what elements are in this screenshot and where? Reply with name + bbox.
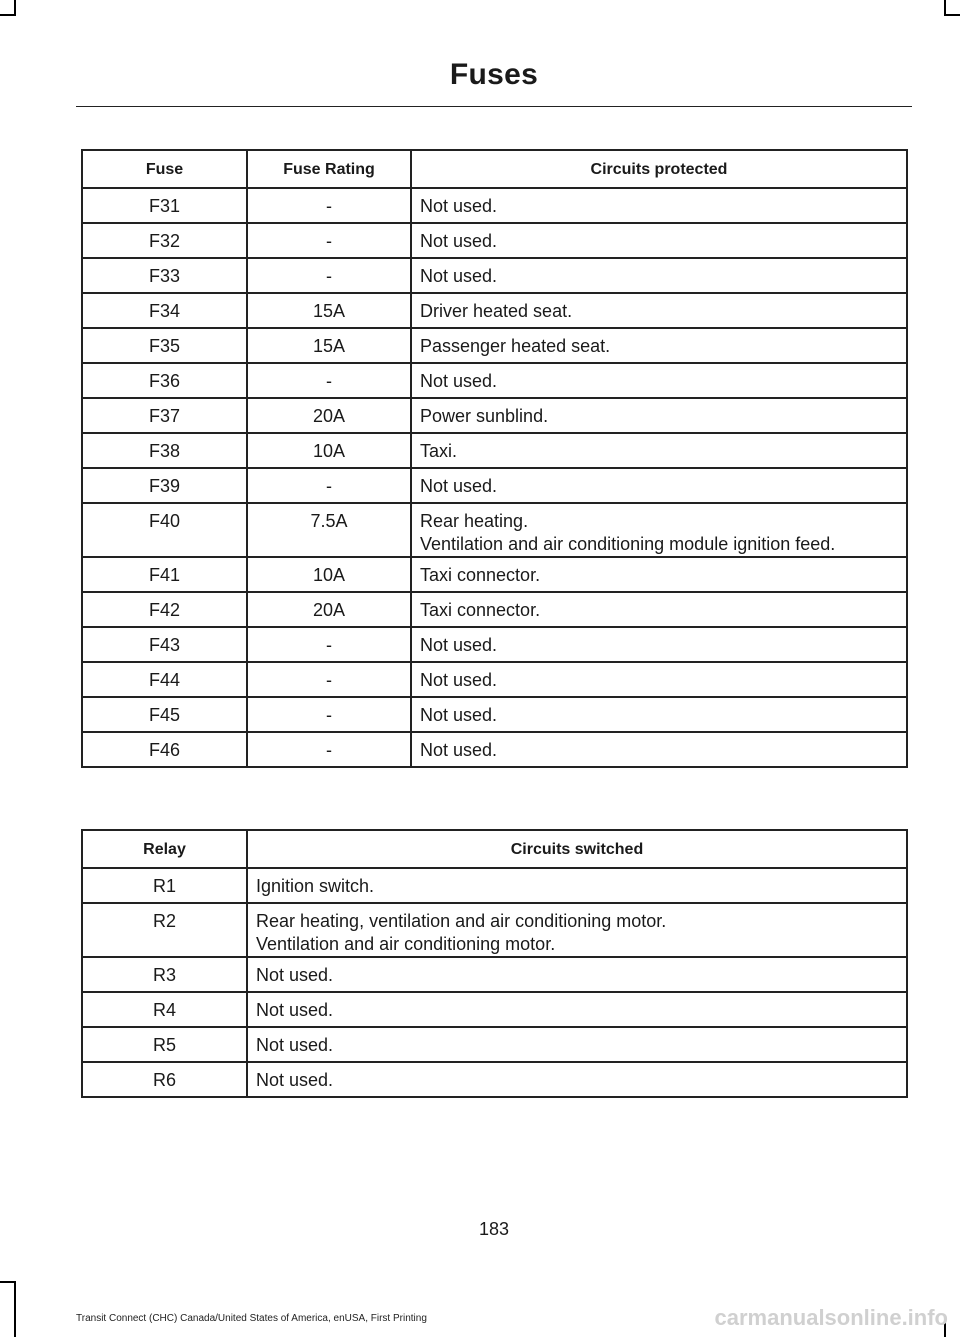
cell-id: R4 bbox=[82, 992, 247, 1027]
relay-table bbox=[81, 829, 908, 1098]
cell-description bbox=[247, 992, 907, 1027]
table-row bbox=[82, 293, 907, 328]
cell-id: F34 bbox=[82, 293, 247, 328]
cell-id: F46 bbox=[82, 732, 247, 767]
cell-rating: - bbox=[247, 468, 411, 503]
cell-id: F37 bbox=[82, 398, 247, 433]
table-row bbox=[82, 503, 907, 557]
cell-description bbox=[247, 957, 907, 992]
cell-rating: - bbox=[247, 627, 411, 662]
column-header-circuits-protected: Circuits protected bbox=[411, 150, 907, 188]
cell-rating: - bbox=[247, 258, 411, 293]
cell-id: R2 bbox=[82, 903, 247, 957]
description-line: Not used. bbox=[420, 670, 498, 690]
description-line: Not used. bbox=[256, 1070, 334, 1090]
cell-rating: - bbox=[247, 662, 411, 697]
table-row bbox=[82, 557, 907, 592]
table-row bbox=[82, 697, 907, 732]
description-line: Not used. bbox=[420, 740, 498, 760]
cell-description bbox=[411, 662, 907, 697]
cell-id: R3 bbox=[82, 957, 247, 992]
cell-id: F31 bbox=[82, 188, 247, 223]
description-line: Rear heating. bbox=[420, 511, 529, 531]
cell-description bbox=[411, 223, 907, 258]
table-row bbox=[82, 662, 907, 697]
table-row bbox=[82, 957, 907, 992]
description-line: Not used. bbox=[256, 965, 334, 985]
column-header-circuits-switched: Circuits switched bbox=[247, 830, 907, 868]
description-line: Not used. bbox=[420, 196, 498, 216]
fuse-table-body bbox=[82, 188, 907, 767]
cell-id: F39 bbox=[82, 468, 247, 503]
cell-rating: 20A bbox=[247, 592, 411, 627]
cell-rating: - bbox=[247, 363, 411, 398]
description-line: Not used. bbox=[256, 1035, 334, 1055]
cell-id: F41 bbox=[82, 557, 247, 592]
cell-id: F36 bbox=[82, 363, 247, 398]
cell-id: F40 bbox=[82, 503, 247, 557]
cell-description bbox=[411, 468, 907, 503]
cell-id: F42 bbox=[82, 592, 247, 627]
cell-rating: - bbox=[247, 697, 411, 732]
description-line: Driver heated seat. bbox=[420, 301, 573, 321]
table-row bbox=[82, 398, 907, 433]
description-line: Ignition switch. bbox=[256, 876, 375, 896]
table-row bbox=[82, 363, 907, 398]
cell-description bbox=[411, 188, 907, 223]
cell-description bbox=[411, 627, 907, 662]
cell-description bbox=[411, 328, 907, 363]
column-header-fuse: Fuse bbox=[82, 150, 247, 188]
cell-id: R1 bbox=[82, 868, 247, 903]
description-line: Not used. bbox=[256, 1000, 334, 1020]
table-row bbox=[82, 328, 907, 363]
cell-rating: 10A bbox=[247, 557, 411, 592]
description-line: Not used. bbox=[420, 635, 498, 655]
column-header-fuse-rating: Fuse Rating bbox=[247, 150, 411, 188]
cell-id: F43 bbox=[82, 627, 247, 662]
table-row bbox=[82, 992, 907, 1027]
cell-rating: - bbox=[247, 732, 411, 767]
cell-id: R5 bbox=[82, 1027, 247, 1062]
cell-rating: 10A bbox=[247, 433, 411, 468]
cell-id: F35 bbox=[82, 328, 247, 363]
cell-rating: - bbox=[247, 188, 411, 223]
description-line: Not used. bbox=[420, 231, 498, 251]
cell-description bbox=[247, 1062, 907, 1097]
cell-id: R6 bbox=[82, 1062, 247, 1097]
watermark: carmanualsonline.info bbox=[714, 1305, 948, 1330]
description-line: Ventilation and air conditioning motor. bbox=[256, 934, 556, 954]
cell-description bbox=[411, 258, 907, 293]
table-row bbox=[82, 468, 907, 503]
crop-mark bbox=[0, 1281, 16, 1283]
cell-id: F45 bbox=[82, 697, 247, 732]
page-number: 183 bbox=[478, 1219, 510, 1239]
description-line: Passenger heated seat. bbox=[420, 336, 611, 356]
table-header-row bbox=[82, 830, 907, 868]
cell-id: F38 bbox=[82, 433, 247, 468]
crop-mark bbox=[0, 14, 16, 16]
cell-description bbox=[411, 592, 907, 627]
description-line: Not used. bbox=[420, 705, 498, 725]
table-row bbox=[82, 592, 907, 627]
description-line: Taxi connector. bbox=[420, 565, 541, 585]
cell-description bbox=[247, 1027, 907, 1062]
cell-id: F44 bbox=[82, 662, 247, 697]
table-row bbox=[82, 903, 907, 957]
table-row bbox=[82, 433, 907, 468]
cell-rating: 7.5A bbox=[247, 503, 411, 557]
cell-rating: 15A bbox=[247, 328, 411, 363]
table-row bbox=[82, 223, 907, 258]
page-title: Fuses bbox=[449, 58, 539, 91]
description-line: Power sunblind. bbox=[420, 406, 549, 426]
table-row bbox=[82, 1027, 907, 1062]
cell-rating: 20A bbox=[247, 398, 411, 433]
description-line: Not used. bbox=[420, 371, 498, 391]
cell-description bbox=[411, 433, 907, 468]
cell-description bbox=[411, 557, 907, 592]
crop-mark bbox=[14, 1281, 16, 1337]
description-line: Rear heating, ventilation and air conditioning motor. bbox=[256, 911, 667, 931]
description-line: Taxi. bbox=[420, 441, 458, 461]
description-line: Not used. bbox=[420, 266, 498, 286]
table-row bbox=[82, 188, 907, 223]
description-line: Taxi connector. bbox=[420, 600, 541, 620]
table-row bbox=[82, 627, 907, 662]
cell-description bbox=[411, 732, 907, 767]
table-header-row bbox=[82, 150, 907, 188]
fuse-table bbox=[81, 149, 908, 768]
cell-id: F32 bbox=[82, 223, 247, 258]
table-row bbox=[82, 1062, 907, 1097]
cell-description bbox=[247, 903, 907, 957]
relay-table-body bbox=[82, 868, 907, 1097]
table-row bbox=[82, 258, 907, 293]
cell-description bbox=[411, 398, 907, 433]
cell-rating: - bbox=[247, 223, 411, 258]
title-divider bbox=[76, 106, 912, 107]
cell-rating: 15A bbox=[247, 293, 411, 328]
table-row bbox=[82, 868, 907, 903]
table-row bbox=[82, 732, 907, 767]
cell-id: F33 bbox=[82, 258, 247, 293]
cell-description bbox=[411, 697, 907, 732]
cell-description bbox=[411, 363, 907, 398]
document-info: Transit Connect (CHC) Canada/United States of America, enUSA, First Printing bbox=[76, 1313, 427, 1324]
cell-description bbox=[411, 503, 907, 557]
description-line: Not used. bbox=[420, 476, 498, 496]
cell-description bbox=[247, 868, 907, 903]
column-header-relay: Relay bbox=[82, 830, 247, 868]
cell-description bbox=[411, 293, 907, 328]
description-line: Ventilation and air conditioning module ignition feed. bbox=[420, 534, 836, 554]
crop-mark bbox=[944, 14, 960, 16]
